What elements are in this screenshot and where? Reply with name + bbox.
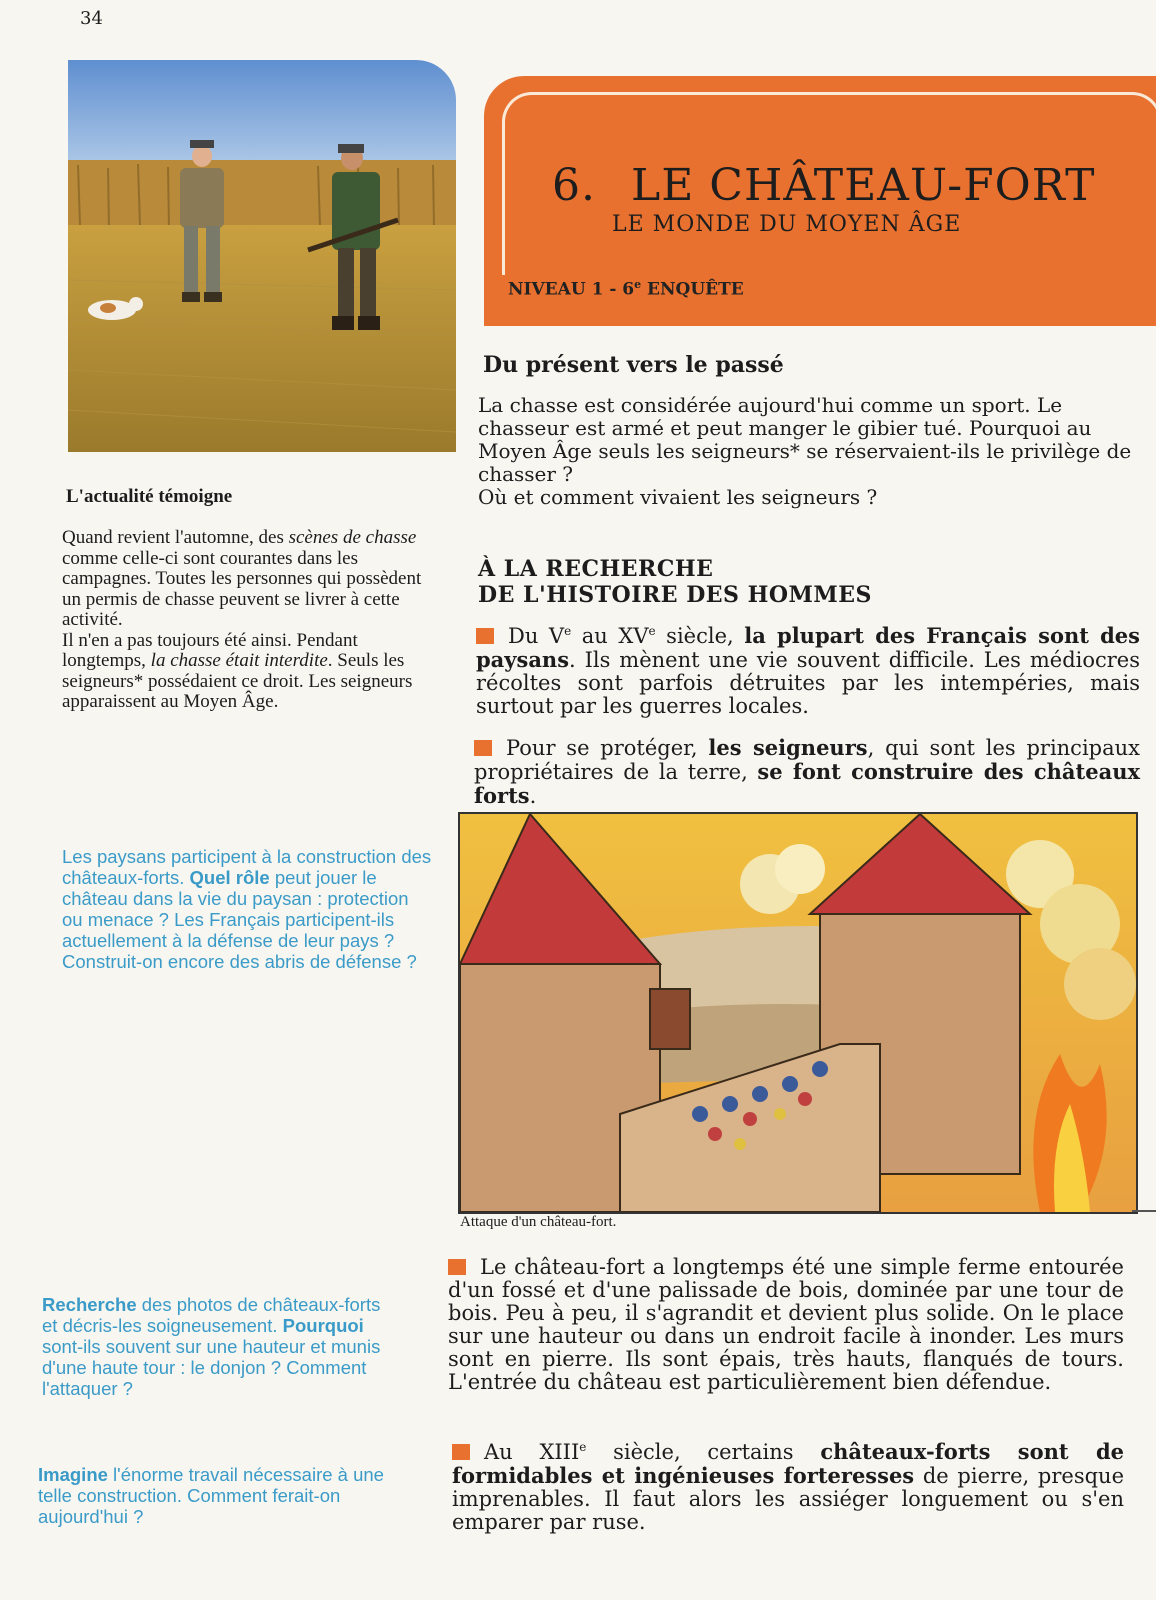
castle-attack-illustration — [458, 812, 1138, 1214]
bullet-square-icon — [452, 1444, 470, 1460]
chapter-number: 6. — [552, 160, 596, 211]
intro-paragraph-1: Quand revient l'automne, des scènes de chasse comme celle-ci sont courantes dans les campagnes. Toutes les personnes qui possèdent un permis de chasse peuvent se livrer à cette activité. — [62, 527, 422, 630]
hunting-scene-image — [68, 60, 456, 452]
chapter-title-text: LE CHÂTEAU-FORT — [630, 160, 1096, 211]
bullet-square-icon — [448, 1259, 466, 1275]
intro-question: La chasse est considérée aujourd'hui comme un sport. Le chasseur est armé et peut manger le gibier tué. Pourquoi au Moyen Âge seuls les seigneurs* se réservaient-ils le privilège de chasser ? — [478, 393, 1132, 486]
chapter-subtitle: LE MONDE DU MOYEN ÂGE — [612, 212, 962, 237]
intro-text — [62, 528, 442, 713]
history-paragraph-4: Au XIIIe siècle, certains châteaux-forts sont de formidables et ingénieuses forteresses de pierre, presque imprenables. Il faut alors les assiéger longuement ou s'en emparer par ruse. — [452, 1439, 1124, 1534]
left-heading: L'actualité témoigne — [66, 486, 233, 507]
intro-paragraph-2: Il n'en a pas toujours été ainsi. Pendant longtemps, la chasse était interdite. Seuls les seigneurs* possédaient ce droit. Les seigneurs apparaissent au Moyen Âge. — [62, 629, 413, 712]
castle-siege-image — [460, 814, 1136, 1212]
hunting-photo — [68, 60, 456, 452]
section-title-present: Du présent vers le passé — [483, 352, 784, 378]
bullet-square-icon — [474, 740, 492, 756]
history-paragraph-1: Du Ve au XVe siècle, la plupart des Français sont des paysans. Ils mènent une vie souvent difficile. Les médiocres récoltes sont parfois détruites par les intempéries, mais surtout par les guerres locales. — [476, 623, 1140, 718]
section-intro — [478, 394, 1138, 509]
divider-line — [1132, 1210, 1156, 1212]
question-block-1: Les paysans participent à la construction des châteaux-forts. Quel rôle peut jouer le château dans la vie du paysan : protection ou menace ? Les Français participent-ils actuellement à la défense de leur pays ? Construit-on encore des abris de défense ? — [62, 846, 432, 972]
level-label: NIVEAU 1 - 6e ENQUÊTE — [508, 278, 744, 300]
page-number: 34 — [80, 8, 103, 29]
chapter-title — [552, 160, 1095, 211]
history-paragraph-2: Pour se protéger, les seigneurs, qui sont les principaux propriétaires de la terre, se font construire des châteaux forts. — [474, 735, 1140, 808]
bullet-square-icon — [476, 628, 494, 644]
intro-question-2: Où et comment vivaient les seigneurs ? — [478, 485, 878, 509]
history-paragraph-3: Le château-fort a longtemps été une simple ferme entourée d'un fossé et d'une palissade de bois, dominée par une tour de bois. Peu à peu, il s'agrandit et devient plus solide. On le place sur une hauteur ou dans un endroit facile à inonder. Les murs sont en pierre. Ils sont épais, très hauts, flanqués de tours. L'entrée du château est particulièrement bien défendue. — [448, 1255, 1124, 1394]
question-block-2: Recherche des photos de châteaux-forts et décris-les soigneusement. Pourquoi sont-ils souvent sur une hauteur et munis d'une haute tour : le donjon ? Comment l'attaquer ? — [42, 1294, 381, 1399]
question-block-3: Imagine l'énorme travail nécessaire à une telle construction. Comment ferait-on aujourd'hui ? — [38, 1464, 384, 1527]
section-title-history: À LA RECHERCHE DE L'HISTOIRE DES HOMMES — [478, 556, 872, 608]
illustration-caption: Attaque d'un château-fort. — [460, 1214, 617, 1230]
